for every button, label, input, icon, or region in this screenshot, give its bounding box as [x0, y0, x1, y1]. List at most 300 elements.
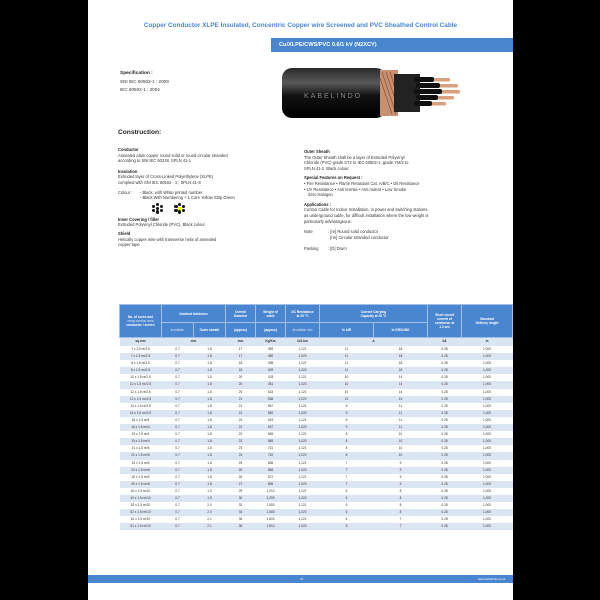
table-cell: 1,121: [298, 432, 307, 437]
table-cell: 0.28: [441, 403, 448, 408]
table-cell: 0.7: [175, 517, 180, 522]
table-cell: 1,000: [462, 523, 513, 530]
table-cell: 1,020: [286, 495, 320, 502]
table-cell: 1,000: [462, 467, 513, 474]
table-cell: 11: [398, 417, 403, 422]
colour-block: [118, 190, 318, 201]
table-cell: 7: [399, 517, 402, 522]
applications-text: particularly advantageous.: [304, 218, 352, 224]
table-row: [120, 346, 513, 353]
table-cell: 8 x 1.5 re/2.5: [131, 361, 150, 366]
table-cell: 1,000: [462, 438, 513, 445]
table-cell: 8: [320, 438, 374, 445]
table-row: [120, 417, 513, 424]
table-cell: 26: [238, 474, 243, 479]
table-cell: 7 x 1.5 rm/2.5: [120, 353, 162, 360]
table-cell: 731: [267, 446, 274, 451]
table-cell: 478: [267, 375, 274, 380]
outer-sheath-text: Chloride (PVC) grade ST2 to IEC 60502-1, grade YM/2 to: [304, 160, 409, 166]
table-cell: 1,000: [462, 381, 513, 388]
note-block: [304, 229, 509, 240]
construction-left-column: [118, 147, 318, 248]
table-cell: 0.28: [428, 396, 462, 403]
table-cell: 2.0: [194, 509, 226, 516]
table-cell: 0.7: [162, 467, 194, 474]
table-cell: 19 x 1.5 rm/4: [120, 438, 162, 445]
table-cell: 1,020: [286, 481, 320, 488]
table-cell: 14 x 1.5 re/2.5: [130, 403, 151, 408]
table-cell: 1,000: [483, 403, 491, 408]
table-cell: 1,000: [483, 432, 491, 437]
page-number: 47: [300, 577, 304, 581]
table-cell: 1.8: [194, 396, 226, 403]
table-cell: 27: [226, 481, 256, 488]
table-row: [120, 431, 513, 438]
insulation-text: complied with SNI IEC 60502 - 1 ; SPLN 41-9: [118, 179, 201, 185]
table-cell: 0.28: [441, 361, 448, 366]
table-cell: 0.7: [162, 396, 194, 403]
table-cell: 24 x 1.5 rm/6: [120, 467, 162, 474]
table-cell: 52 x 1.5 rm/10: [120, 509, 162, 516]
table-cell: 1,020: [286, 509, 320, 516]
table-cell: 1,000: [483, 488, 491, 493]
table-cell: 0.28: [441, 347, 448, 351]
table-cell: 32: [238, 503, 243, 508]
table-cell: 12 x 1.5 re/2.5: [130, 389, 151, 394]
table-cell: 9: [374, 467, 428, 474]
table-cell: 21 x 1.5 re/6: [131, 446, 150, 451]
table-cell: 19 x 1.5 re/4: [131, 432, 150, 437]
table-cell: 0.28: [441, 460, 448, 465]
table-cell: 7: [345, 460, 348, 465]
table-cell: 22: [226, 438, 256, 445]
table-cell: 14: [398, 375, 403, 380]
core-yellow-strip-icon: [174, 203, 185, 214]
table-cell: 836: [267, 460, 274, 465]
shield-text: Helically copper wire with transverse helix of annealed: [118, 236, 217, 242]
table-row: [120, 474, 513, 481]
table-cell: 1,121: [298, 446, 307, 451]
table-cell: 0.7: [175, 460, 180, 465]
header-nominal-thickness: Nominal thickness: [162, 305, 226, 323]
table-cell: 1,020: [286, 410, 320, 417]
cable-image: [276, 58, 476, 130]
table-cell: 0.7: [175, 488, 180, 493]
colour-option: - Black With Numbering + 1 Core Yellow Strip Green: [140, 195, 235, 201]
table-cell: 1,000: [483, 417, 491, 422]
table-cell: 8: [399, 503, 402, 508]
insulation-text: Extruded layer of Cross-Linked Polyethylene (XLPE): [118, 174, 214, 180]
table-cell: 11: [374, 424, 428, 431]
table-cell: 1,121: [298, 517, 307, 522]
table-row: [120, 438, 513, 445]
table-row: [120, 509, 513, 516]
document-title: Copper Conductor XLPE Insulated, Concentric Copper wire Screened and PVC Sheathed Control Cable: [143, 22, 458, 29]
table-cell: 0.7: [175, 361, 180, 366]
table-cell: 1,121: [298, 347, 307, 351]
table-cell: 1.8: [194, 410, 226, 417]
table-cell: 1.8: [194, 481, 226, 488]
table-cell: 0.28: [428, 495, 462, 502]
table-cell: 1.8: [194, 424, 226, 431]
table-cell: 40 x 1.5 re/10: [130, 488, 151, 493]
table-cell: 1,121: [298, 474, 307, 479]
table-row: [120, 403, 513, 410]
insulation-heading: Insulation: [118, 168, 138, 174]
table-row: [120, 396, 513, 403]
core-colour-diagrams: [152, 203, 318, 215]
packing-block: [304, 246, 509, 252]
outer-sheath-heading: Outer Sheath: [304, 149, 330, 154]
table-cell: 21: [226, 396, 256, 403]
table-cell: 30: [226, 495, 256, 502]
table-cell: 0.28: [441, 474, 448, 479]
table-cell: 0.28: [428, 381, 462, 388]
table-cell: 0.7: [162, 523, 194, 530]
table-cell: 8: [320, 452, 374, 459]
table-cell: 0.7: [175, 389, 180, 394]
table-cell: 1.8: [207, 446, 212, 451]
table-cell: 1,000: [483, 347, 491, 351]
table-cell: 0.7: [175, 375, 180, 380]
table-cell: 1,121: [298, 488, 307, 493]
table-cell: 8: [374, 509, 428, 516]
table-cell: 18: [238, 361, 243, 366]
table-cell: 380: [256, 353, 286, 360]
table-cell: 1.8: [194, 438, 226, 445]
table-cell: 11: [320, 353, 374, 360]
table-cell: 0.28: [428, 481, 462, 488]
table-cell: 1.8: [207, 432, 212, 437]
table-cell: 1,121: [298, 460, 307, 465]
table-cell: 0.28: [428, 424, 462, 431]
table-cell: 9: [399, 460, 402, 465]
table-cell: 359: [267, 347, 274, 351]
table-cell: 1,000: [462, 367, 513, 374]
table-cell: 7: [320, 481, 374, 488]
table-cell: 11: [374, 410, 428, 417]
table-cell: 8: [374, 495, 428, 502]
table-cell: 52 x 1.5 re/10: [130, 503, 151, 508]
special-features-text: • UV Resistance • Anti termite • Anti rodent • Low Smoke: [304, 186, 407, 192]
table-cell: 1.8: [207, 474, 212, 479]
table-cell: 14: [398, 389, 403, 394]
table-cell: 0.28: [441, 488, 448, 493]
table-cell: 1,121: [298, 375, 307, 380]
table-cell: 0.7: [175, 432, 180, 437]
table-cell: 10: [344, 389, 349, 394]
table-cell: 17: [238, 347, 243, 351]
table-cell: 1,000: [483, 517, 491, 522]
table-row: [120, 502, 513, 509]
table-cell: 665: [267, 432, 274, 437]
table-row: [120, 410, 513, 417]
table-cell: 1,000: [483, 361, 491, 366]
table-cell: 20: [238, 389, 243, 394]
table-cell: 12 x 1.5 rm/2.5: [120, 396, 162, 403]
table-cell: 2.0: [207, 503, 212, 508]
table-cell: 582: [256, 410, 286, 417]
table-cell: 22: [238, 432, 243, 437]
table-cell: 0.7: [162, 381, 194, 388]
table-cell: 1.8: [194, 381, 226, 388]
table-cell: 0.7: [175, 347, 180, 351]
table-cell: 1,121: [298, 389, 307, 394]
table-cell: 29: [238, 488, 243, 493]
table-cell: 26: [226, 467, 256, 474]
table-cell: 1,209: [256, 495, 286, 502]
table-cell: 752: [256, 452, 286, 459]
table-cell: 0.7: [162, 410, 194, 417]
table-cell: 1,000: [483, 460, 491, 465]
table-cell: 1.9: [207, 488, 212, 493]
table-cell: 30 x 1.5 rm/6: [120, 481, 162, 488]
table-cell: 2.1: [207, 517, 212, 522]
table-cell: 1,000: [462, 424, 513, 431]
table-cell: 1,121: [298, 503, 307, 508]
table-cell: 1,000: [483, 474, 491, 479]
table-cell: 1,020: [286, 452, 320, 459]
table-cell: 2.1: [194, 523, 226, 530]
page-footer: [88, 575, 513, 583]
special-features-text: • Fire Resistance • Flame Retardant Cat. A/B/C • Oil Resistance: [304, 180, 420, 186]
table-cell: 1,000: [462, 353, 513, 360]
note-text: [rm] Circular stranded conductor: [328, 234, 389, 240]
table-cell: 21: [238, 403, 243, 408]
table-cell: 1,000: [462, 410, 513, 417]
table-cell: 7: [345, 474, 348, 479]
table-cell: 0.7: [175, 403, 180, 408]
table-cell: 1.8: [207, 389, 212, 394]
table-cell: 1,020: [286, 381, 320, 388]
table-cell: 0.28: [441, 517, 448, 522]
header-insulation: Insulation: [162, 323, 194, 338]
website-link[interactable]: www.kabelindo.co.id: [477, 577, 505, 581]
specification-heading: Specification :: [120, 71, 153, 76]
table-cell: 1,000: [462, 495, 513, 502]
table-cell: 0.28: [441, 389, 448, 394]
table-cell: 10: [344, 375, 349, 380]
table-cell: 0.7: [162, 353, 194, 360]
table-cell: 538: [256, 396, 286, 403]
table-cell: 1,020: [286, 396, 320, 403]
table-cell: 0.28: [428, 367, 462, 374]
table-cell: 398: [267, 361, 274, 366]
table-row: [120, 467, 513, 474]
table-row: [120, 460, 513, 467]
applications-text: Control Cable for Indoor Installation, in power and switching stations.: [304, 207, 429, 213]
table-row: [120, 381, 513, 388]
table-cell: 17: [226, 353, 256, 360]
construction-right-column: [304, 149, 509, 252]
table-cell: 1.8: [207, 347, 212, 351]
outer-sheath-text: The Outer Sheath shall be a layer of Extruded Polyvinyl: [304, 154, 405, 160]
table-cell: 1,121: [298, 361, 307, 366]
table-cell: 21 x 1.5 rm/6: [120, 452, 162, 459]
table-cell: 34: [226, 509, 256, 516]
table-cell: 689: [256, 438, 286, 445]
table-cell: 6: [320, 495, 374, 502]
table-cell: 1,583: [256, 509, 286, 516]
table-cell: 1,020: [286, 353, 320, 360]
special-features-text: Zero Halogen: [308, 192, 333, 198]
table-cell: 10 x 1.5 re/2.5: [130, 375, 151, 380]
table-cell: 872: [267, 474, 274, 479]
datasheet-page: [88, 0, 513, 600]
table-cell: 0.7: [162, 438, 194, 445]
colour-option: - Black, with White printed number: [140, 189, 203, 195]
table-cell: 1,000: [483, 375, 491, 380]
conductor-text: Annealed plain copper round solid or round circular stranded: [118, 152, 228, 158]
table-cell: 40 x 1.5 rm/10: [120, 495, 162, 502]
table-cell: 0.7: [175, 446, 180, 451]
table-cell: 1,121: [298, 403, 307, 408]
table-cell: 1,803: [266, 517, 275, 522]
table-cell: 24 x 1.5 re/6: [131, 460, 150, 465]
table-cell: 6: [320, 509, 374, 516]
table-cell: 9: [345, 417, 348, 422]
table-cell: 6: [345, 488, 348, 493]
table-cell: 9: [320, 410, 374, 417]
header-cores: No. of cores and cross-section area conductor / screen: [120, 305, 162, 338]
table-cell: 23: [238, 446, 243, 451]
applications-heading: Applications :: [304, 201, 332, 207]
header-in-ground: In GROUND: [374, 323, 428, 338]
table-cell: 1.8: [194, 353, 226, 360]
table-cell: 0.7: [162, 481, 194, 488]
table-cell: 61 x 1.5 re/10: [130, 517, 151, 522]
table-cell: 0.7: [162, 452, 194, 459]
table-cell: 6: [345, 503, 348, 508]
table-row: [120, 389, 513, 396]
table-cell: 1,000: [483, 503, 491, 508]
table-cell: 1,000: [462, 509, 513, 516]
table-cell: 0.28: [428, 410, 462, 417]
table-cell: 11: [398, 403, 403, 408]
header-weight: Weight of cable: [256, 305, 286, 323]
table-cell: 0.7: [162, 509, 194, 516]
table-row: [120, 367, 513, 374]
table-cell: 14: [374, 381, 428, 388]
header-overall-diameter: Overall Diameter: [226, 305, 256, 323]
construction-heading: Construction:: [118, 129, 162, 136]
table-cell: 8: [345, 432, 348, 437]
table-cell: 7: [374, 523, 428, 530]
table-cell: 1,553: [266, 503, 275, 508]
table-cell: 22: [238, 417, 243, 422]
table-cell: 0.28: [428, 467, 462, 474]
table-cell: 5: [345, 517, 348, 522]
table-cell: 61 x 1.5 rm/10: [120, 523, 162, 530]
table-row: [120, 445, 513, 452]
table-cell: 0.28: [441, 375, 448, 380]
table-cell: 7: [320, 467, 374, 474]
specification-table: [119, 304, 513, 530]
table-cell: 1.8: [207, 460, 212, 465]
table-cell: 0.28: [428, 509, 462, 516]
table-cell: 18: [226, 367, 256, 374]
table-cell: 0.7: [162, 495, 194, 502]
inner-covering-heading: Inner Covering / filler: [118, 216, 159, 222]
table-cell: 9: [374, 481, 428, 488]
table-cell: 0.28: [441, 446, 448, 451]
table-cell: 0.7: [162, 424, 194, 431]
header-weight-approx: (approx): [256, 323, 286, 338]
table-cell: 637: [256, 424, 286, 431]
table-cell: 0.28: [428, 353, 462, 360]
table-row: [120, 360, 513, 367]
table-cell: 1,121: [298, 417, 307, 422]
table-cell: 36: [226, 523, 256, 530]
table-cell: 20: [226, 381, 256, 388]
table-cell: 1,020: [286, 467, 320, 474]
header-outer-sheath: Outer sheath: [194, 323, 226, 338]
table-cell: 16 x 1.5 re/4: [131, 417, 150, 422]
table-cell: 10: [398, 432, 403, 437]
header-delivery-length: Standard Delivery length: [462, 305, 513, 338]
table-cell: 481: [256, 381, 286, 388]
table-cell: 11: [344, 347, 349, 351]
table-cell: 1,000: [462, 396, 513, 403]
header-current-carrying: Current Carrying Capacity at 30 °C: [320, 305, 428, 323]
table-row: [120, 481, 513, 488]
table-cell: 1,020: [286, 367, 320, 374]
table-cell: 10: [374, 452, 428, 459]
table-cell: 868: [256, 467, 286, 474]
table-cell: 1.8: [194, 467, 226, 474]
table-row: [120, 495, 513, 502]
table-cell: 9: [320, 424, 374, 431]
table-cell: 0.28: [428, 523, 462, 530]
core-black-icon: [152, 203, 163, 214]
table-cell: 8: [345, 446, 348, 451]
shield-text: copper tape: [118, 242, 140, 248]
table-cell: 1.8: [207, 375, 212, 380]
table-cell: 16 x 1.5 rm/4: [120, 424, 162, 431]
table-cell: 10: [398, 446, 403, 451]
table-cell: 1.9: [194, 495, 226, 502]
table-cell: 1,810: [256, 523, 286, 530]
table-cell: 1,020: [286, 523, 320, 530]
table-cell: 10 x 1.5 rm/2.5: [120, 381, 162, 388]
table-row: [120, 374, 513, 381]
table-cell: 1.8: [194, 452, 226, 459]
table-cell: 1.8: [207, 417, 212, 422]
table-cell: 523: [267, 389, 274, 394]
table-cell: 24: [226, 452, 256, 459]
table-cell: 9: [345, 403, 348, 408]
outer-sheath-text: SPLN 41-2. Black colour.: [304, 165, 350, 171]
table-cell: 8 x 1.5 rm/2.5: [120, 367, 162, 374]
table-cell: 35: [238, 517, 243, 522]
table-cell: 567: [267, 403, 274, 408]
table-row: [120, 353, 513, 360]
packing-label: Packing: [304, 246, 319, 252]
table-cell: 1,000: [483, 389, 491, 394]
table-cell: 20: [238, 375, 243, 380]
note-text: : [re] Round solid conductor: [328, 229, 379, 235]
table-cell: 0.7: [175, 503, 180, 508]
table-cell: 1,000: [462, 452, 513, 459]
table-cell: 22: [226, 424, 256, 431]
table-cell: 0.7: [175, 474, 180, 479]
table-cell: 5: [320, 523, 374, 530]
table-cell: 14: [374, 396, 428, 403]
table-cell: 10: [374, 438, 428, 445]
header-diameter-approx: (approx): [226, 323, 256, 338]
table-cell: 10: [320, 396, 374, 403]
header-in-air: In AIR: [320, 323, 374, 338]
